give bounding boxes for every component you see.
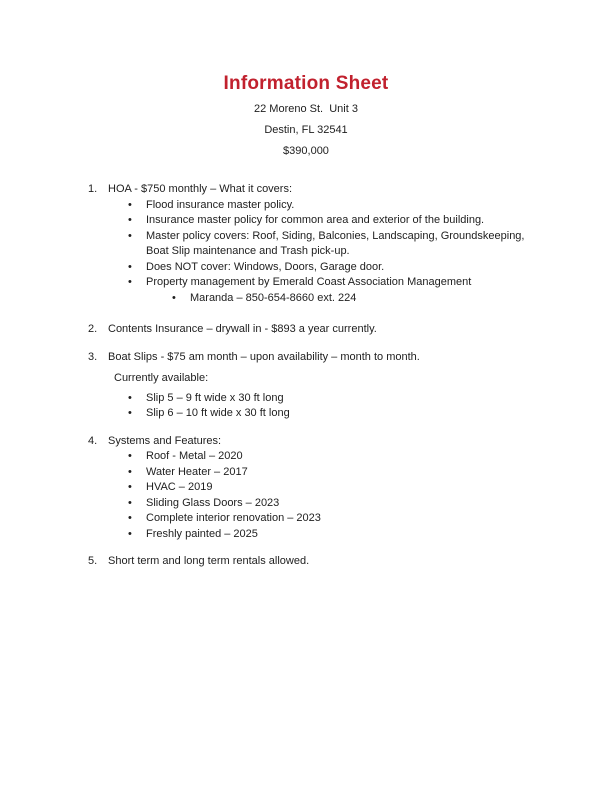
list-item-systems-features bbox=[88, 434, 540, 450]
list-item-hoa bbox=[88, 182, 540, 198]
item-number: 2. bbox=[88, 323, 98, 335]
systems-bullet-list bbox=[0, 449, 540, 542]
bullet-item: • Slip 6 – 10 ft wide x 30 ft long bbox=[0, 406, 540, 422]
item-number: 3. bbox=[88, 350, 98, 363]
address-city-state: Destin, FL 32541 bbox=[264, 124, 348, 136]
bullet-item: • Water Heater – 2017 bbox=[0, 465, 540, 481]
boat-slips-bullet-list bbox=[0, 391, 540, 422]
bullet-item: • Master policy covers: Roof, Siding, Balconies, Landscaping, Groundskeeping, Boat Slip maintenance and Trash pick-up. bbox=[0, 229, 540, 260]
item-text: Boat Slips - $75 am month – upon availability – month to month. bbox=[108, 350, 420, 363]
bullet-item: • Freshly painted – 2025 bbox=[0, 527, 540, 543]
list-item-rentals bbox=[88, 554, 540, 570]
item-text: HOA - $750 monthly – What it covers: bbox=[108, 183, 293, 195]
item-text: Short term and long term rentals allowed. bbox=[108, 555, 310, 567]
bullet-item: • Roof - Metal – 2020 bbox=[0, 449, 540, 465]
item-number: 4. bbox=[88, 434, 98, 447]
address-street: 22 Moreno St. Unit 3 bbox=[254, 103, 358, 115]
bullet-item: • Slip 5 – 9 ft wide x 30 ft long bbox=[0, 391, 540, 407]
list-item-contents-insurance bbox=[88, 322, 540, 338]
bullet-item: • Does NOT cover: Windows, Doors, Garage door. bbox=[0, 260, 540, 276]
item-text: Systems and Features: bbox=[108, 434, 222, 447]
hoa-sub-bullet-list bbox=[0, 291, 540, 307]
page-title: Information Sheet bbox=[223, 73, 389, 94]
bullet-item: • Property management by Emerald Coast Association Management bbox=[0, 275, 540, 291]
bullet-item: • Complete interior renovation – 2023 bbox=[0, 511, 540, 527]
item-number: 5. bbox=[88, 555, 98, 567]
item-text: Contents Insurance – drywall in - $893 a year currently. bbox=[108, 323, 377, 335]
listing-price: $390,000 bbox=[283, 145, 329, 157]
bullet-item: • Sliding Glass Doors – 2023 bbox=[0, 496, 540, 512]
hoa-bullet-list bbox=[0, 198, 540, 291]
document-body bbox=[0, 158, 612, 570]
list-item-boat-slips bbox=[88, 350, 540, 366]
bullet-item: • Flood insurance master policy. bbox=[0, 198, 540, 214]
bullet-item: • HVAC – 2019 bbox=[0, 480, 540, 496]
document-header bbox=[0, 0, 612, 158]
sub-bullet-item: • Maranda – 850-654-8660 ext. 224 bbox=[0, 291, 540, 307]
bullet-item: • Insurance master policy for common area and exterior of the building. bbox=[0, 213, 540, 229]
boat-slips-subheading: Currently available: bbox=[114, 372, 209, 384]
item-number: 1. bbox=[88, 183, 98, 195]
